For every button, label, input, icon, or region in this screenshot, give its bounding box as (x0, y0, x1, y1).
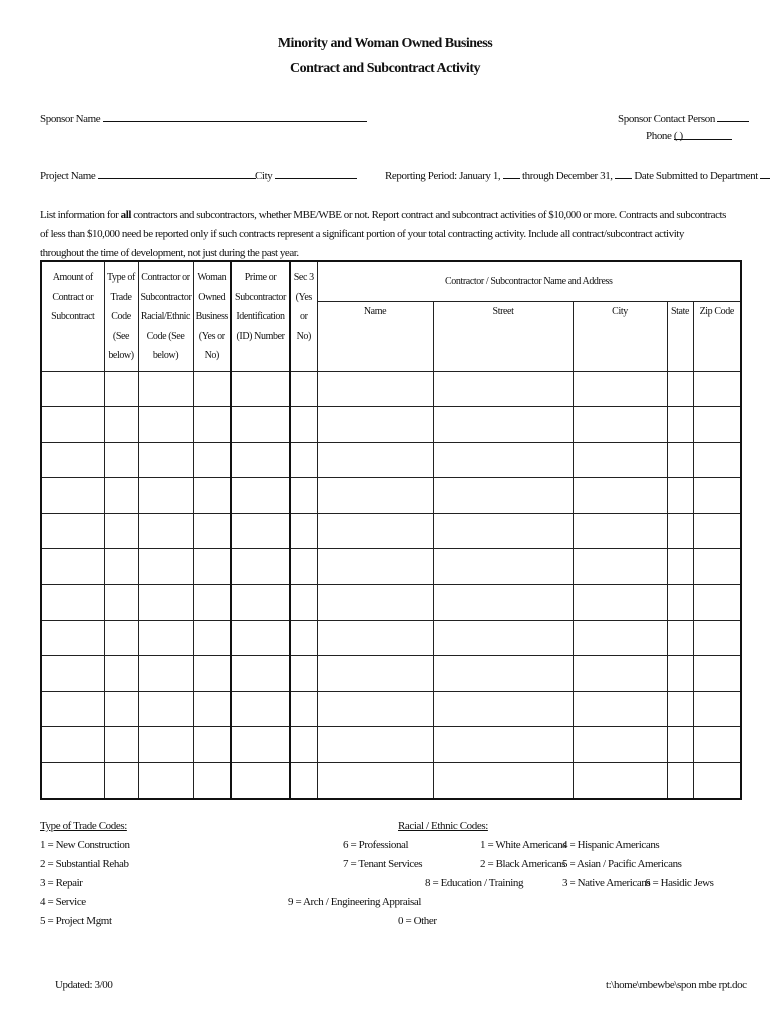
city-field[interactable] (255, 169, 357, 182)
cell-amount[interactable] (41, 407, 104, 443)
cell-zip[interactable] (693, 442, 741, 478)
trade-code-8: 8 = Education / Training (425, 877, 524, 889)
cell-amount[interactable] (41, 620, 104, 656)
trade-code-4: 4 = Service (40, 896, 86, 908)
table-row (41, 407, 741, 443)
sponsor-contact-field[interactable] (618, 112, 749, 125)
cell-state[interactable] (667, 691, 693, 727)
cell-racial-code[interactable] (138, 727, 193, 763)
cell-city[interactable] (573, 727, 667, 763)
page-title-line1: Minority and Woman Owned Business (277, 36, 493, 51)
cell-street[interactable] (433, 763, 573, 799)
header-name: Name (317, 301, 433, 371)
cell-zip[interactable] (693, 478, 741, 514)
trade-code-2: 2 = Substantial Rehab (40, 858, 129, 870)
cell-name[interactable] (317, 620, 433, 656)
racial-code-6: 6 = Hasidic Jews (645, 877, 714, 889)
start-year-blank[interactable] (503, 169, 520, 179)
end-year-blank[interactable] (615, 169, 632, 179)
reporting-period-label: Reporting Period: January 1, (385, 170, 501, 182)
cell-name[interactable] (317, 442, 433, 478)
cell-amount[interactable] (41, 656, 104, 692)
trade-code-3: 3 = Repair (40, 877, 83, 889)
cell-racial-code[interactable] (138, 656, 193, 692)
cell-name[interactable] (317, 656, 433, 692)
cell-woman-owned[interactable] (193, 620, 231, 656)
cell-sec3[interactable] (290, 691, 317, 727)
table-row (41, 585, 741, 621)
table-row (41, 513, 741, 549)
cell-amount[interactable] (41, 478, 104, 514)
cell-trade-code[interactable] (104, 442, 138, 478)
cell-zip[interactable] (693, 727, 741, 763)
footer-path: t:\home\mbewbe\spon mbe rpt.doc (606, 979, 747, 991)
racial-codes-heading: Racial / Ethnic Codes: (398, 820, 488, 832)
cell-prime-id[interactable] (231, 691, 290, 727)
cell-sec3[interactable] (290, 620, 317, 656)
cell-woman-owned[interactable] (193, 407, 231, 443)
cell-street[interactable] (433, 620, 573, 656)
cell-racial-code[interactable] (138, 585, 193, 621)
cell-trade-code[interactable] (104, 478, 138, 514)
cell-city[interactable] (573, 585, 667, 621)
cell-name[interactable] (317, 407, 433, 443)
header-prime-id: Prime or Subcontractor Identification (ID) Number (231, 261, 290, 371)
table-row (41, 442, 741, 478)
cell-prime-id[interactable] (231, 763, 290, 799)
sponsor-name-label: Sponsor Name (40, 113, 101, 125)
cell-trade-code[interactable] (104, 585, 138, 621)
racial-code-2: 2 = Black Americans (480, 858, 566, 870)
trade-code-6: 6 = Professional (343, 839, 409, 851)
cell-trade-code[interactable] (104, 371, 138, 407)
table-row (41, 691, 741, 727)
cell-woman-owned[interactable] (193, 513, 231, 549)
header-trade-code: Type of Trade Code (See below) (104, 261, 138, 371)
cell-amount[interactable] (41, 442, 104, 478)
cell-city[interactable] (573, 371, 667, 407)
cell-street[interactable] (433, 656, 573, 692)
cell-racial-code[interactable] (138, 763, 193, 799)
cell-sec3[interactable] (290, 585, 317, 621)
cell-zip[interactable] (693, 585, 741, 621)
header-racial-code: Contractor or Subcontractor Racial/Ethnic Code (See below) (138, 261, 193, 371)
cell-name[interactable] (317, 371, 433, 407)
cell-racial-code[interactable] (138, 691, 193, 727)
cell-street[interactable] (433, 371, 573, 407)
racial-code-4: 4 = Hispanic Americans (562, 839, 660, 851)
cell-woman-owned[interactable] (193, 691, 231, 727)
cell-city[interactable] (573, 513, 667, 549)
cell-trade-code[interactable] (104, 727, 138, 763)
sponsor-contact-label: Sponsor Contact Person (618, 113, 715, 125)
cell-zip[interactable] (693, 691, 741, 727)
header-zip: Zip Code (693, 301, 741, 371)
table-row (41, 549, 741, 585)
cell-name[interactable] (317, 478, 433, 514)
cell-prime-id[interactable] (231, 585, 290, 621)
cell-city[interactable] (573, 656, 667, 692)
cell-name[interactable] (317, 727, 433, 763)
cell-sec3[interactable] (290, 549, 317, 585)
table-row (41, 656, 741, 692)
cell-prime-id[interactable] (231, 478, 290, 514)
cell-sec3[interactable] (290, 442, 317, 478)
cell-state[interactable] (667, 656, 693, 692)
sponsor-name-field[interactable] (40, 112, 367, 125)
cell-zip[interactable] (693, 513, 741, 549)
cell-prime-id[interactable] (231, 620, 290, 656)
trade-codes-heading: Type of Trade Codes: (40, 820, 127, 832)
trade-code-0: 0 = Other (398, 915, 437, 927)
cell-racial-code[interactable] (138, 442, 193, 478)
phone-field[interactable] (646, 130, 732, 142)
cell-street[interactable] (433, 442, 573, 478)
cell-sec3[interactable] (290, 727, 317, 763)
cell-state[interactable] (667, 727, 693, 763)
cell-sec3[interactable] (290, 371, 317, 407)
cell-name[interactable] (317, 549, 433, 585)
instructions-part1: List information for (40, 209, 121, 221)
header-state: State (667, 301, 693, 371)
instructions-part2: contractors and subcontractors, whether MBE/WBE or not. Report contract and subcontract activities of $10,000 or more. Contracts and subcontracts of less than $10,000 need be reported only if such contracts represent a significant portion of your total contracting activity. Include all contract/subcontract activity throughout the time of development, not just during the past year. (40, 209, 726, 259)
racial-code-5: 5 = Asian / Pacific Americans (562, 858, 682, 870)
cell-city[interactable] (573, 407, 667, 443)
table-row (41, 371, 741, 407)
cell-woman-owned[interactable] (193, 442, 231, 478)
cell-prime-id[interactable] (231, 371, 290, 407)
page-title-line2: Contract and Subcontract Activity (290, 61, 480, 76)
cell-zip[interactable] (693, 549, 741, 585)
cell-woman-owned[interactable] (193, 727, 231, 763)
cell-city[interactable] (573, 691, 667, 727)
phone-label: Phone (646, 130, 672, 142)
cell-street[interactable] (433, 478, 573, 514)
cell-racial-code[interactable] (138, 407, 193, 443)
cell-state[interactable] (667, 763, 693, 799)
through-label: through December 31, (522, 170, 613, 182)
cell-trade-code[interactable] (104, 763, 138, 799)
cell-amount[interactable] (41, 549, 104, 585)
cell-name[interactable] (317, 763, 433, 799)
cell-sec3[interactable] (290, 656, 317, 692)
cell-sec3[interactable] (290, 513, 317, 549)
header-street: Street (433, 301, 573, 371)
activity-table (40, 260, 742, 800)
header-woman-owned: Woman Owned Business (Yes or No) (193, 261, 231, 371)
sponsor-contact-blank[interactable] (717, 112, 749, 122)
cell-amount[interactable] (41, 371, 104, 407)
cell-city[interactable] (573, 763, 667, 799)
cell-state[interactable] (667, 585, 693, 621)
table-row (41, 620, 741, 656)
cell-city[interactable] (573, 442, 667, 478)
header-sec3: Sec 3 (Yes or No) (290, 261, 317, 371)
cell-racial-code[interactable] (138, 478, 193, 514)
cell-trade-code[interactable] (104, 620, 138, 656)
cell-city[interactable] (573, 549, 667, 585)
table-row (41, 763, 741, 799)
cell-street[interactable] (433, 727, 573, 763)
cell-trade-code[interactable] (104, 656, 138, 692)
cell-woman-owned[interactable] (193, 656, 231, 692)
cell-amount[interactable] (41, 727, 104, 763)
trade-code-1: 1 = New Construction (40, 839, 130, 851)
instructions-bold: all (120, 209, 131, 221)
date-submitted-label: Date Submitted to Department (634, 170, 758, 182)
cell-racial-code[interactable] (138, 513, 193, 549)
cell-street[interactable] (433, 549, 573, 585)
cell-woman-owned[interactable] (193, 549, 231, 585)
cell-state[interactable] (667, 442, 693, 478)
cell-prime-id[interactable] (231, 727, 290, 763)
cell-trade-code[interactable] (104, 691, 138, 727)
cell-woman-owned[interactable] (193, 478, 231, 514)
cell-street[interactable] (433, 585, 573, 621)
cell-state[interactable] (667, 549, 693, 585)
cell-state[interactable] (667, 371, 693, 407)
racial-code-1: 1 = White Americans (480, 839, 567, 851)
cell-sec3[interactable] (290, 478, 317, 514)
cell-name[interactable] (317, 585, 433, 621)
cell-racial-code[interactable] (138, 620, 193, 656)
cell-prime-id[interactable] (231, 656, 290, 692)
phone-blank[interactable] (674, 130, 732, 140)
cell-racial-code[interactable] (138, 371, 193, 407)
cell-trade-code[interactable] (104, 513, 138, 549)
cell-zip[interactable] (693, 371, 741, 407)
cell-name[interactable] (317, 513, 433, 549)
city-label: City (255, 170, 273, 182)
cell-amount[interactable] (41, 763, 104, 799)
project-name-label: Project Name (40, 170, 96, 182)
trade-code-5: 5 = Project Mgmt (40, 915, 112, 927)
cell-prime-id[interactable] (231, 442, 290, 478)
cell-racial-code[interactable] (138, 549, 193, 585)
trade-code-7: 7 = Tenant Services (343, 858, 423, 870)
cell-street[interactable] (433, 407, 573, 443)
table-row (41, 478, 741, 514)
reporting-period-field[interactable] (385, 169, 770, 182)
cell-woman-owned[interactable] (193, 371, 231, 407)
header-amount: Amount of Contract or Subcontract (41, 261, 104, 371)
cell-sec3[interactable] (290, 407, 317, 443)
instructions-paragraph (40, 206, 730, 263)
cell-city[interactable] (573, 478, 667, 514)
cell-woman-owned[interactable] (193, 763, 231, 799)
cell-amount[interactable] (41, 513, 104, 549)
racial-code-3: 3 = Native Americans (562, 877, 651, 889)
header-name-address-group: Contractor / Subcontractor Name and Address (317, 261, 741, 301)
cell-amount[interactable] (41, 585, 104, 621)
cell-zip[interactable] (693, 763, 741, 799)
cell-zip[interactable] (693, 620, 741, 656)
cell-state[interactable] (667, 620, 693, 656)
phone-paren: ( ) (673, 130, 683, 142)
sponsor-name-blank[interactable] (103, 112, 367, 122)
table-row (41, 727, 741, 763)
cell-zip[interactable] (693, 656, 741, 692)
cell-street[interactable] (433, 691, 573, 727)
cell-street[interactable] (433, 513, 573, 549)
cell-woman-owned[interactable] (193, 585, 231, 621)
cell-amount[interactable] (41, 691, 104, 727)
cell-sec3[interactable] (290, 763, 317, 799)
trade-code-9: 9 = Arch / Engineering Appraisal (288, 896, 422, 908)
header-city: City (573, 301, 667, 371)
cell-state[interactable] (667, 407, 693, 443)
cell-state[interactable] (667, 513, 693, 549)
cell-city[interactable] (573, 620, 667, 656)
footer-updated: Updated: 3/00 (55, 979, 113, 991)
cell-prime-id[interactable] (231, 513, 290, 549)
cell-name[interactable] (317, 691, 433, 727)
project-name-field[interactable] (40, 169, 256, 182)
cell-zip[interactable] (693, 407, 741, 443)
city-blank[interactable] (275, 169, 357, 179)
project-name-blank[interactable] (98, 169, 256, 179)
cell-state[interactable] (667, 478, 693, 514)
cell-prime-id[interactable] (231, 407, 290, 443)
cell-prime-id[interactable] (231, 549, 290, 585)
cell-trade-code[interactable] (104, 407, 138, 443)
date-submitted-blank[interactable] (760, 169, 770, 179)
cell-trade-code[interactable] (104, 549, 138, 585)
